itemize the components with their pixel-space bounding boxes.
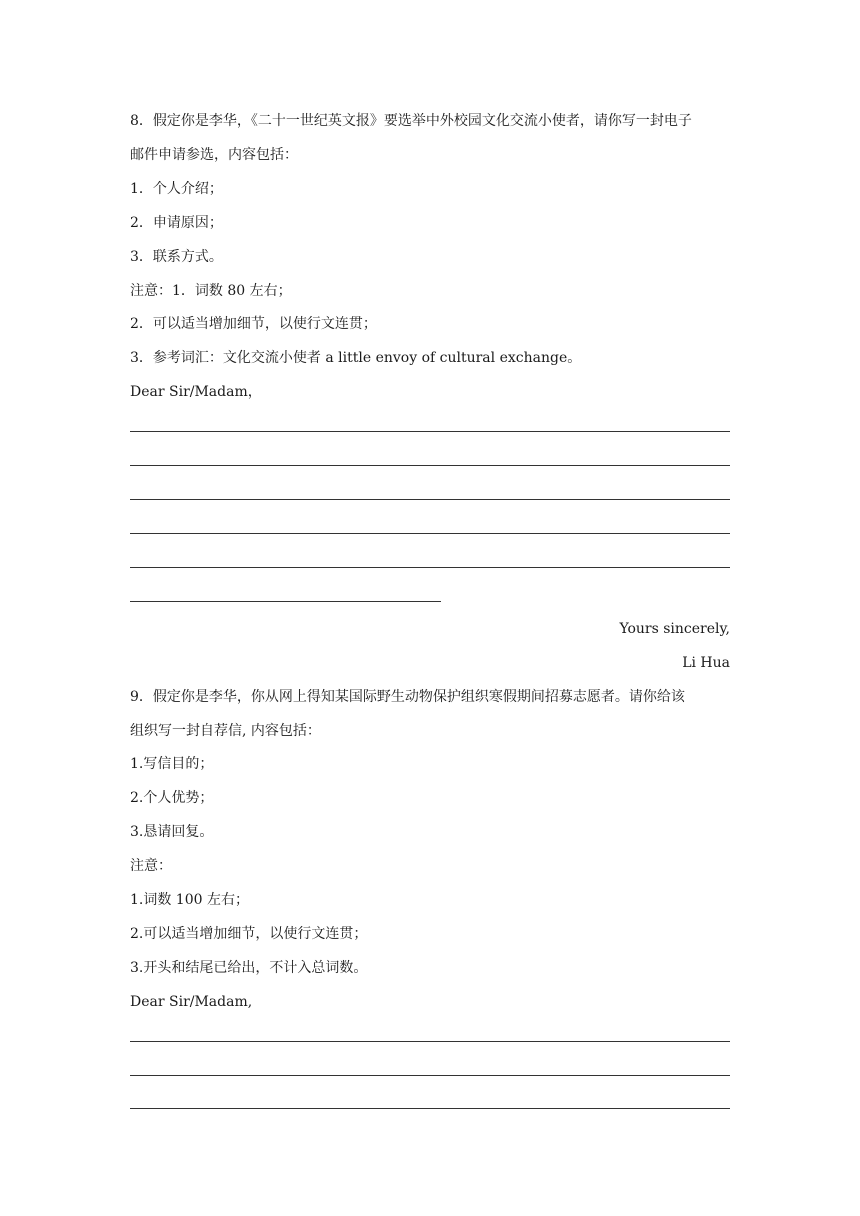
- q8-note-2: 2．可以适当增加细节，以使行文连贯；: [130, 316, 377, 332]
- q9-item-1: 1.写信目的；: [130, 756, 214, 772]
- q8-item-3: 3．联系方式。: [130, 249, 223, 265]
- q9-item-2: 2.个人优势；: [130, 790, 214, 806]
- answer-line: [130, 499, 730, 500]
- q8-note-1: 注意：1．词数 80 左右；: [130, 283, 292, 299]
- q8-intro-line-2: 邮件申请参选，内容包括：: [130, 147, 298, 163]
- answer-line: [130, 567, 730, 568]
- q9-notes-title: 注意：: [130, 858, 172, 874]
- answer-line: [130, 1075, 730, 1076]
- q8-signature: Li Hua: [682, 655, 730, 671]
- q9-note-3: 3.开头和结尾已给出，不计入总词数。: [130, 960, 368, 976]
- q9-intro-line-1: 9．假定你是李华，你从网上得知某国际野生动物保护组织寒假期间招募志愿者。请你给该: [130, 689, 685, 705]
- q9-note-2: 2.可以适当增加细节，以使行文连贯；: [130, 926, 368, 942]
- q8-intro-line-1: 8．假定你是李华，《二十一世纪英文报》要选举中外校园文化交流小使者，请你写一封电子: [130, 113, 692, 129]
- q8-item-2: 2．申请原因；: [130, 215, 223, 231]
- answer-line: [130, 1041, 730, 1042]
- answer-line: [130, 533, 730, 534]
- answer-line-short: [130, 601, 441, 602]
- answer-line: [130, 1108, 730, 1109]
- q9-note-1: 1.词数 100 左右；: [130, 892, 249, 908]
- q8-note-3: 3．参考词汇：文化交流小使者 a little envoy of cultural exchange。: [130, 350, 582, 366]
- q9-intro-line-2: 组织写一封自荐信, 内容包括：: [130, 723, 321, 739]
- answer-line: [130, 431, 730, 432]
- q9-item-3: 3.恳请回复。: [130, 824, 214, 840]
- q8-salutation: Dear Sir/Madam，: [130, 384, 262, 400]
- q8-closing: Yours sincerely,: [619, 621, 730, 637]
- q9-salutation: Dear Sir/Madam,: [130, 994, 253, 1010]
- answer-line: [130, 465, 730, 466]
- q8-item-1: 1．个人介绍；: [130, 181, 223, 197]
